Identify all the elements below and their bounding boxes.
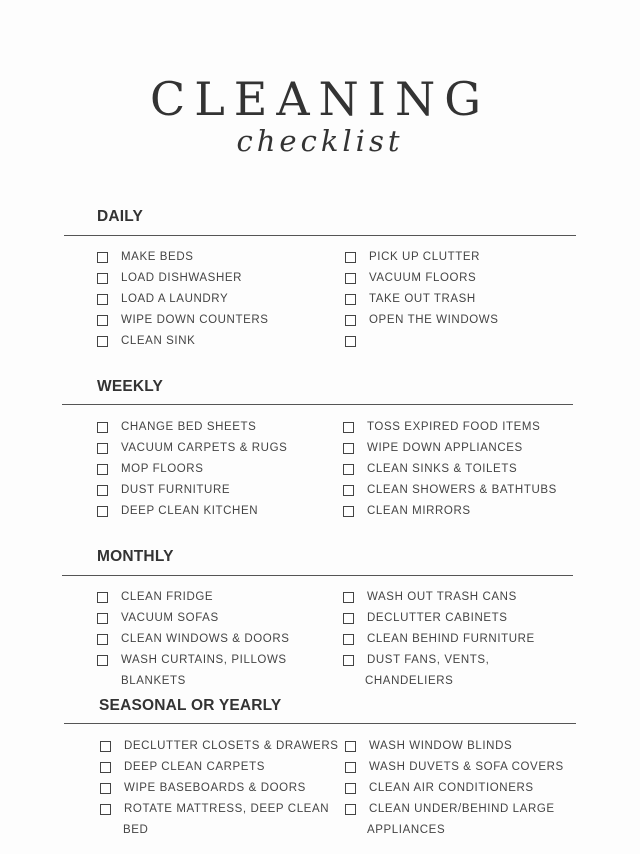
checkbox[interactable] [345, 336, 356, 347]
checkbox[interactable] [100, 783, 111, 794]
checklist-item[interactable] [97, 420, 287, 441]
checklist-item[interactable] [343, 632, 535, 653]
checklist-item[interactable] [345, 760, 564, 781]
item-label: LOAD A LAUNDRY [121, 293, 229, 305]
monthly-right-column [343, 590, 535, 695]
checklist-item-blank[interactable] [345, 334, 499, 355]
item-label: VACUUM FLOORS [369, 272, 477, 284]
item-label: CLEAN WINDOWS & DOORS [121, 633, 290, 645]
checkbox[interactable] [97, 252, 108, 263]
checklist-item[interactable] [345, 802, 564, 823]
checkbox[interactable] [343, 634, 354, 645]
item-label: CLEAN AIR CONDITIONERS [369, 782, 534, 794]
checkbox[interactable] [345, 741, 356, 752]
checklist-item[interactable] [343, 590, 535, 611]
checklist-item[interactable] [97, 590, 290, 611]
section-title-weekly: WEEKLY [97, 378, 164, 395]
checklist-item[interactable] [97, 334, 269, 355]
checkbox[interactable] [97, 592, 108, 603]
item-label: VACUUM SOFAS [121, 612, 219, 624]
section-divider [62, 575, 573, 576]
section-divider [62, 404, 573, 405]
item-label: MOP FLOORS [121, 463, 204, 475]
item-label: CLEAN UNDER/BEHIND LARGE [369, 803, 555, 815]
item-label-continued: BLANKETS [121, 675, 186, 687]
item-label: WIPE DOWN APPLIANCES [367, 442, 523, 454]
daily-left-column [97, 250, 269, 355]
item-label: VACUUM CARPETS & RUGS [121, 442, 288, 454]
item-label: WASH WINDOW BLINDS [369, 740, 513, 752]
checklist-item[interactable] [97, 313, 269, 334]
checklist-item[interactable] [100, 739, 339, 760]
checkbox[interactable] [100, 762, 111, 773]
item-label-continued: BED [123, 824, 149, 836]
item-label: WIPE BASEBOARDS & DOORS [124, 782, 306, 794]
checkbox[interactable] [343, 485, 354, 496]
checklist-item[interactable] [345, 292, 499, 313]
checklist-item[interactable] [97, 632, 290, 653]
seasonal-left-column [100, 739, 339, 844]
checkbox[interactable] [97, 485, 108, 496]
item-label: DUST FANS, VENTS, [367, 654, 490, 666]
checklist-item[interactable] [97, 483, 287, 504]
checkbox[interactable] [343, 592, 354, 603]
checkbox[interactable] [345, 762, 356, 773]
checklist-item[interactable] [100, 760, 339, 781]
weekly-left-column [97, 420, 287, 525]
checklist-item[interactable] [97, 611, 290, 632]
item-label: CLEAN MIRRORS [367, 505, 471, 517]
checkbox[interactable] [97, 294, 108, 305]
checkbox[interactable] [343, 506, 354, 517]
checkbox[interactable] [97, 634, 108, 645]
page-title: CLEANING [150, 72, 490, 126]
checklist-item[interactable] [343, 611, 535, 632]
item-label-continued: APPLIANCES [367, 824, 446, 836]
checkbox[interactable] [345, 783, 356, 794]
section-title-monthly: MONTHLY [97, 548, 174, 565]
item-label-continued: CHANDELIERS [365, 675, 454, 687]
page-subtitle: checklist [236, 124, 404, 158]
item-label: WIPE DOWN COUNTERS [121, 314, 269, 326]
checklist-item[interactable] [97, 441, 287, 462]
item-label: CLEAN SINKS & TOILETS [367, 463, 518, 475]
monthly-left-column [97, 590, 290, 695]
item-label: WASH DUVETS & SOFA COVERS [369, 761, 564, 773]
section-title-daily: DAILY [97, 208, 144, 225]
section-divider [64, 235, 576, 236]
checkbox[interactable] [97, 336, 108, 347]
checklist-item[interactable] [100, 802, 339, 823]
checkbox[interactable] [97, 655, 108, 666]
checkbox[interactable] [97, 443, 108, 454]
checklist-item[interactable] [345, 739, 564, 760]
checklist-item[interactable] [345, 781, 564, 802]
checkbox[interactable] [100, 804, 111, 815]
item-label: CLEAN BEHIND FURNITURE [367, 633, 535, 645]
section-divider [64, 723, 576, 724]
checkbox[interactable] [97, 422, 108, 433]
item-label: TOSS EXPIRED FOOD ITEMS [367, 421, 541, 433]
checkbox[interactable] [345, 315, 356, 326]
checkbox[interactable] [97, 273, 108, 284]
checkbox[interactable] [343, 422, 354, 433]
item-label: MAKE BEDS [121, 251, 194, 263]
checklist-item[interactable] [97, 271, 269, 292]
checklist-item[interactable] [345, 250, 499, 271]
checklist-item[interactable] [97, 250, 269, 271]
checklist-item[interactable] [343, 483, 557, 504]
checklist-item[interactable] [100, 781, 339, 802]
seasonal-right-column [345, 739, 564, 844]
checkbox[interactable] [343, 443, 354, 454]
item-label: CLEAN SINK [121, 335, 196, 347]
checklist-item[interactable] [343, 462, 557, 483]
item-label: DECLUTTER CABINETS [367, 612, 508, 624]
checkbox[interactable] [345, 804, 356, 815]
checklist-item[interactable] [345, 313, 499, 334]
checkbox[interactable] [97, 464, 108, 475]
item-label: DUST FURNITURE [121, 484, 231, 496]
checklist-item[interactable] [97, 653, 290, 674]
item-label: DEEP CLEAN KITCHEN [121, 505, 259, 517]
checkbox[interactable] [100, 741, 111, 752]
checklist-item[interactable] [97, 504, 287, 525]
item-label: CLEAN FRIDGE [121, 591, 214, 603]
section-title-seasonal: SEASONAL OR YEARLY [99, 697, 282, 714]
item-label: DECLUTTER CLOSETS & DRAWERS [124, 740, 339, 752]
checkbox[interactable] [343, 655, 354, 666]
item-label: ROTATE MATTRESS, DEEP CLEAN [124, 803, 330, 815]
checklist-item[interactable] [97, 292, 269, 313]
checkbox[interactable] [343, 613, 354, 624]
item-label: PICK UP CLUTTER [369, 251, 481, 263]
daily-right-column [345, 250, 499, 355]
checklist-item[interactable] [343, 441, 557, 462]
checklist-item[interactable] [97, 462, 287, 483]
item-label: CLEAN SHOWERS & BATHTUBS [367, 484, 557, 496]
checkbox[interactable] [345, 273, 356, 284]
item-label: TAKE OUT TRASH [369, 293, 476, 305]
item-label: WASH OUT TRASH CANS [367, 591, 517, 603]
item-label: CHANGE BED SHEETS [121, 421, 257, 433]
checkbox[interactable] [97, 613, 108, 624]
checkbox[interactable] [97, 506, 108, 517]
checkbox[interactable] [343, 464, 354, 475]
checklist-item[interactable] [345, 271, 499, 292]
item-label: WASH CURTAINS, PILLOWS [121, 654, 287, 666]
item-label: OPEN THE WINDOWS [369, 314, 499, 326]
weekly-right-column [343, 420, 557, 525]
checkbox[interactable] [345, 294, 356, 305]
checklist-item[interactable] [343, 420, 557, 441]
checkbox[interactable] [97, 315, 108, 326]
checkbox[interactable] [345, 252, 356, 263]
item-label: DEEP CLEAN CARPETS [124, 761, 265, 773]
checklist-item[interactable] [343, 653, 535, 674]
checklist-item[interactable] [343, 504, 557, 525]
item-label: LOAD DISHWASHER [121, 272, 243, 284]
